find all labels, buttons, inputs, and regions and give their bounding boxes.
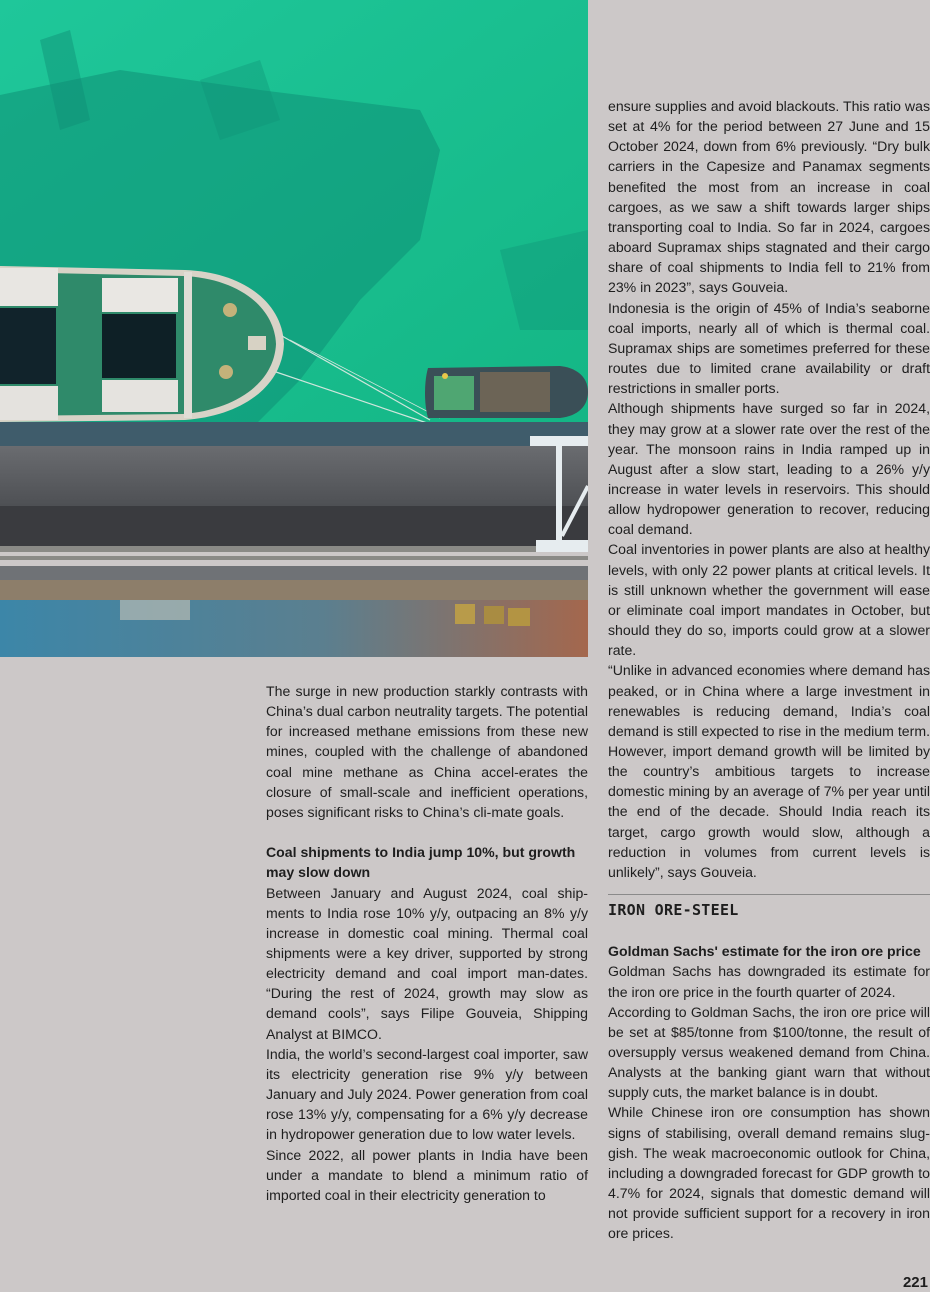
left-text-column xyxy=(266,681,588,1205)
cargo-ship-photo xyxy=(0,0,588,657)
section-label-iron-ore-steel: IRON ORE-STEEL xyxy=(608,901,739,920)
page-number: 221 xyxy=(902,1274,928,1291)
right-text-column xyxy=(608,96,930,1244)
paragraph: Goldman Sachs has downgraded its estimate for the iron ore price in the fourth quarter of 2024. xyxy=(608,963,930,1000)
section-heading-coal-india: Coal shipments to India jump 10%, but growth may slow down xyxy=(266,844,576,881)
section-divider xyxy=(608,894,930,921)
paragraph: “Unlike in advanced economies where demand has peaked, or in China where a large investment in renewables is reducing demand, India’s coal demand is still expected to rise in the medium term. However, import demand growth will be limited by the country’s ambitious targets to increase domestic mining by an average of 7% per year until the end of the decade. Should India reach its target, cargo growth would slow, although a reduction in volumes from current levels is unlikely”, says Gouveia. xyxy=(608,662,930,880)
aerial-cargo-ship-photo-icon xyxy=(0,0,588,657)
paragraph: Since 2022, all power plants in India have been under a mandate to blend a minimum ratio of imported coal in their electricity generation to xyxy=(266,1146,588,1203)
paragraph: Although shipments have surged so far in 2024, they may grow at a slower rate over the rest of the year. The monsoon rains in India ramped up in August after a slow start, leading to a 26% y/y increase in water levels in reservoirs. This should allow hydropower generation to recover, reducing coal demand. xyxy=(608,400,930,538)
paragraph: The surge in new production starkly contrasts with China’s dual carbon neutrality targets. The potential for increased methane emissions from these new mines, coupled with the challenge of abandoned coal mine methane as China accel-erates the closure of small-scale and inefficient operations, poses significant risks to China’s cli-mate goals. xyxy=(266,683,588,820)
section-heading-goldman-sachs: Goldman Sachs' estimate for the iron ore price xyxy=(608,943,921,960)
paragraph: Between January and August 2024, coal ship-ments to India rose 10% y/y, outpacing an 8% y/y increase in domestic coal mining. Thermal coal shipments were a key driver, supported by strong electricity demand and coal import man-dates. “During the rest of 2024, growth may slow as demand cools”, says Filipe Gouveia, Shipping Analyst at BIMCO. xyxy=(266,884,588,1042)
paragraph: ensure supplies and avoid blackouts. This ratio was set at 4% for the period between 27 June and 15 October 2024, down from 6% previously. “Dry bulk carriers in the Capesize and Panamax segments benefited the most from an increase in coal cargoes, as we saw a shift towards larger ships transporting coal to India. So far in 2024, cargoes aboard Supramax ships stagnated and their cargo share of coal shipments to India fell to 21% from 23% in 2023”, says Gouveia. xyxy=(608,98,930,296)
paragraph: While Chinese iron ore consumption has shown signs of stabilising, overall demand remains slug-gish. The weak macroeconomic outlook for China, including a downgraded forecast for GDP growth to 4.7% for 2024, signals that domestic demand will not provide sufficient support for a recovery in iron ore prices. xyxy=(608,1104,930,1242)
paragraph: According to Goldman Sachs, the iron ore price will be set at $85/tonne from $100/tonne, the result of oversupply versus weakened demand from China. Analysts at the banking giant warn that without supply cuts, the market balance is in doubt. xyxy=(608,1003,930,1101)
paragraph: Coal inventories in power plants are also at healthy levels, with only 22 power plants at critical levels. It is still unknown whether the government will ease or eliminate coal import mandates in October, but should they do so, imports could grow at a slower rate. xyxy=(608,541,930,659)
paragraph: Indonesia is the origin of 45% of India’s seaborne coal imports, nearly all of which is thermal coal. Supramax ships are sometimes preferred for these routes due to limited crane availability or draft restrictions in smaller ports. xyxy=(608,299,930,397)
paragraph: India, the world’s second-largest coal importer, saw its electricity generation rise 9% y/y between January and July 2024. Power generation from coal rose 13% y/y, compensating for a 6% y/y decrease in hydropower generation due to low water levels. xyxy=(266,1045,588,1143)
